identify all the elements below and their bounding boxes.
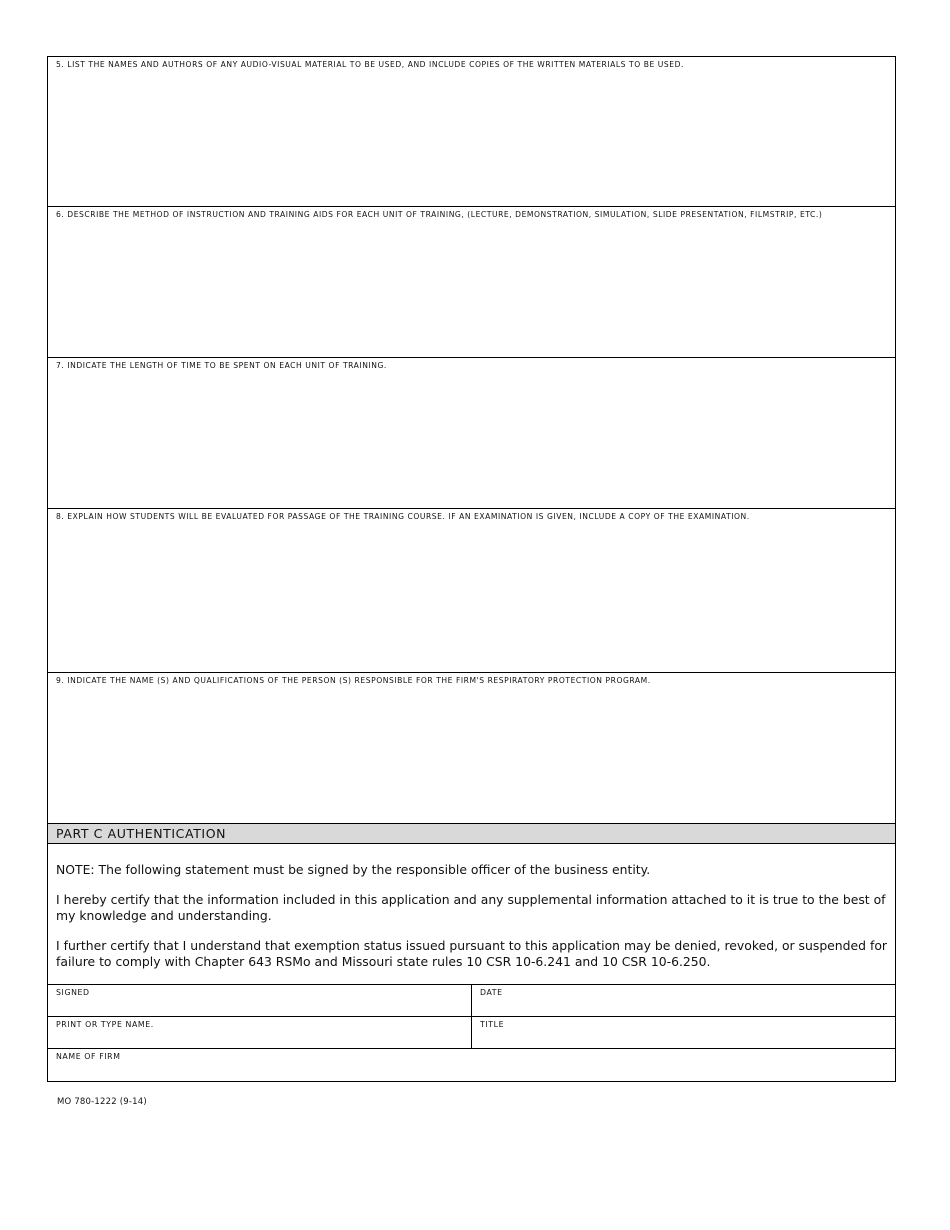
question-7-label: 7. INDICATE THE LENGTH OF TIME TO BE SPENT ON EACH UNIT OF TRAINING.: [56, 361, 387, 370]
certify-text-1: I hereby certify that the information included in this application and any supplemental information attached to it is true to the best of my knowledge and understanding.: [56, 892, 886, 923]
title-field[interactable]: [472, 1017, 895, 1048]
form-number: MO 780-1222 (9-14): [57, 1097, 147, 1107]
print-name-field[interactable]: [48, 1017, 472, 1048]
signed-label: SIGNED: [56, 988, 90, 997]
question-6-field[interactable]: [48, 207, 895, 358]
firm-name-field[interactable]: [48, 1049, 895, 1081]
question-9-field[interactable]: [48, 673, 895, 824]
question-8-label: 8. EXPLAIN HOW STUDENTS WILL BE EVALUATED FOR PASSAGE OF THE TRAINING COURSE. IF AN EXAMINATION IS GIVEN, INCLUDE A COPY OF THE EXAMINATION.: [56, 512, 750, 521]
question-9-label: 9. INDICATE THE NAME (S) AND QUALIFICATIONS OF THE PERSON (S) RESPONSIBLE FOR THE FIRM'S RESPIRATORY PROTECTION PROGRAM.: [56, 676, 651, 685]
date-label: DATE: [480, 988, 503, 997]
note-text: NOTE: The following statement must be signed by the responsible officer of the business entity.: [56, 862, 651, 877]
question-6-label: 6. DESCRIBE THE METHOD OF INSTRUCTION AND TRAINING AIDS FOR EACH UNIT OF TRAINING, (LECTURE, DEMONSTRATION, SIMULATION, SLIDE PRESENTATION, FILMSTRIP, ETC.): [56, 210, 823, 219]
part-c-header: PART C AUTHENTICATION: [48, 824, 895, 844]
question-7-field[interactable]: [48, 358, 895, 509]
title-label: TITLE: [480, 1020, 505, 1029]
question-5-label: 5. LIST THE NAMES AND AUTHORS OF ANY AUDIO-VISUAL MATERIAL TO BE USED, AND INCLUDE COPIES OF THE WRITTEN MATERIALS TO BE USED.: [56, 60, 684, 69]
name-title-row: [48, 1017, 895, 1049]
firm-name-label: NAME OF FIRM: [56, 1052, 121, 1061]
signature-row: [48, 985, 895, 1017]
question-5-field[interactable]: [48, 57, 895, 207]
certify-text-2: I further certify that I understand that exemption status issued pursuant to this application may be denied, revoked, or suspended for failure to comply with Chapter 643 RSMo and Missouri state rules 10 CSR 10-6.241 and 10 CSR 10-6.250.: [56, 938, 887, 969]
question-8-field[interactable]: [48, 509, 895, 673]
application-form: [47, 56, 896, 1082]
authentication-statement: [48, 844, 895, 985]
signed-field[interactable]: [48, 985, 472, 1016]
firm-row: [48, 1049, 895, 1081]
date-field[interactable]: [472, 985, 895, 1016]
print-name-label: PRINT OR TYPE NAME.: [56, 1020, 154, 1029]
